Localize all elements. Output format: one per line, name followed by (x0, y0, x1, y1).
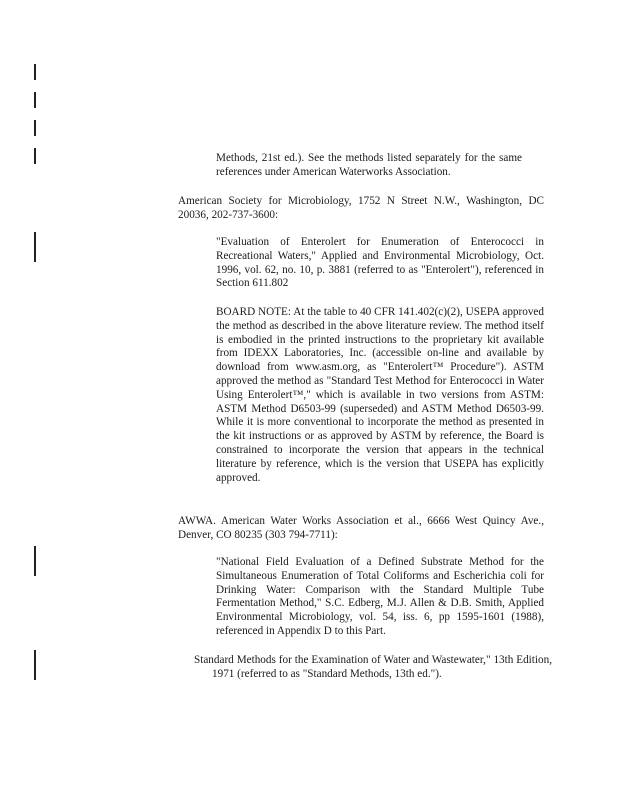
revision-bar (34, 120, 36, 136)
revision-bar (34, 148, 36, 164)
paragraph-field-evaluation-citation: "National Field Evaluation of a Defined Substrate Method for the Simultaneous Enumeration of Total Coliforms and Escherichia coli for Drinking Water: Comparison with the Standard Multiple Tube Fermentation Method," S.C. Edberg, M.J. Allen & D.B. Smith, Applied Environmental Microbiology, vol. 54, iss. 6, pp 1595-1601 (1988), referenced in Appendix D to this Part. (216, 556, 544, 637)
revision-bar (34, 546, 36, 576)
revision-bar (34, 64, 36, 80)
revision-bar (34, 650, 36, 680)
paragraph-asm-address: American Society for Microbiology, 1752 N Street N.W., Washington, DC 20036, 202-737-3600: (178, 195, 544, 221)
paragraph-awwa-address: AWWA. American Water Works Association et al., 6666 West Quincy Ave., Denver, CO 80235 (303 794-7711): (178, 515, 544, 541)
revision-bar (34, 92, 36, 108)
paragraph-enterolert-citation: "Evaluation of Enterolert for Enumeration of Enterococci in Recreational Waters," Applied and Environmental Microbiology, Oct. 1996, vol. 62, no. 10, p. 3881 (referred to as "Enterolert"), referenced in Section 611.802 (216, 236, 544, 290)
paragraph-methods-note: Methods, 21st ed.). See the methods listed separately for the same references under American Waterworks Association. (216, 152, 522, 178)
paragraph-board-note: BOARD NOTE: At the table to 40 CFR 141.402(c)(2), USEPA approved the method as described in the above literature review. The method itself is embodied in the printed instructions to the proprietary kit available from IDEXX Laboratories, Inc. (accessible on-line and available by download from www.asm.org, as "Enterolert™ Procedure"). ASTM approved the method as "Standard Test Method for Enterococci in Water Using Enterolert™," which is available in two versions from ASTM: ASTM Method D6503-99 (superseded) and ASTM Method D6503-99. While it is more conventional to incorporate the method as presented in the kit instructions or as approved by ASTM by reference, the Board is constrained to incorporate the version that appears in the technical literature by reference, which is the version that USEPA has explicitly approved. (216, 306, 544, 484)
revision-bar (34, 232, 36, 262)
paragraph-standard-methods: Standard Methods for the Examination of Water and Wastewater," 13th Edition, 1971 (referred to as "Standard Methods, 13th ed."). (194, 654, 552, 680)
